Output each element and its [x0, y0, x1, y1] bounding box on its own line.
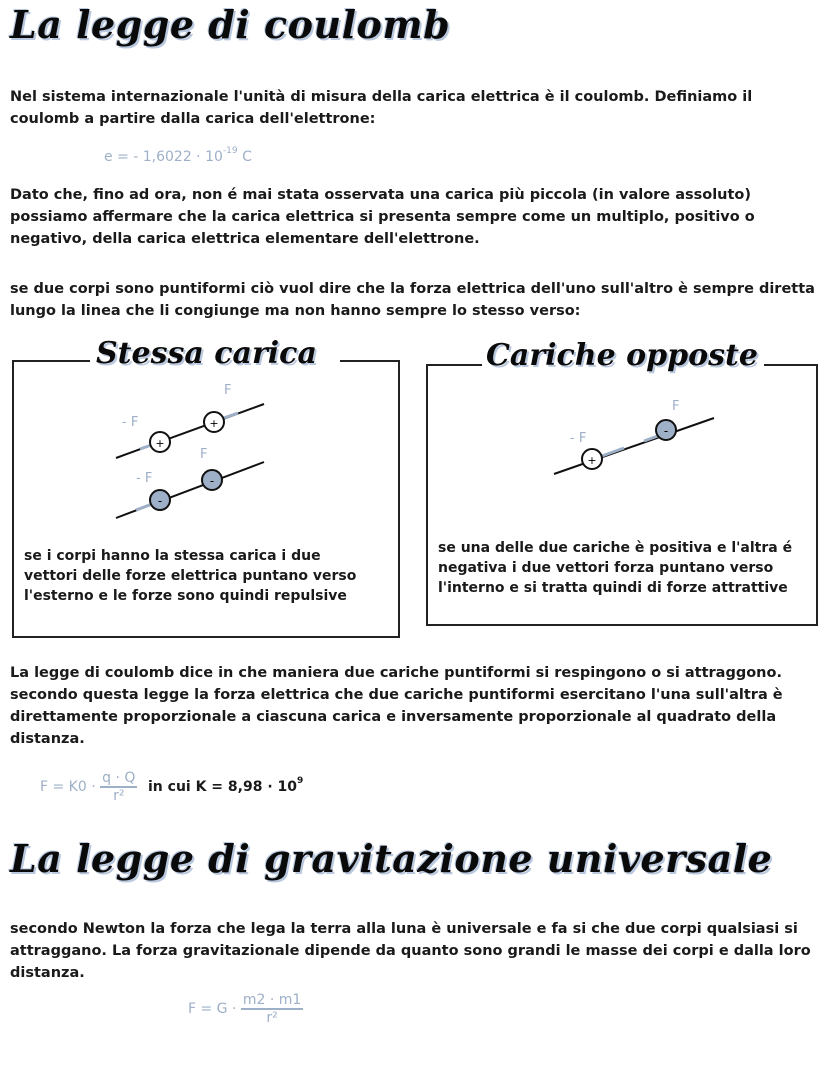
coulomb-formula-numerator: q · Q — [102, 770, 136, 786]
electron-charge-exponent: -19 — [222, 146, 238, 156]
k-constant-text: in cui K = 8,98 · 10 — [148, 779, 297, 795]
coulomb-intro: Nel sistema internazionale l'unità di misura della carica elettrica è il coulomb. Definiamo il coulomb a partire dalla carica dell'elettrone: — [10, 89, 753, 127]
gravitation-formula-fraction — [241, 992, 303, 1026]
charge-positive-2-sign: + — [209, 417, 219, 430]
gravitation-title: La legge di gravitazione universale — [10, 836, 773, 881]
line-opposite — [554, 418, 714, 474]
point-charges-paragraph: se due corpi sono puntiformi ciò vuol dire che la forza elettrica dell'uno sull'altro è sempre diretta lungo la linea che li congiunge ma non hanno sempre lo stesso verso: — [10, 281, 815, 319]
opposite-charge-rule-left — [426, 364, 482, 366]
coulomb-title: La legge di coulomb — [10, 2, 451, 47]
coulomb-formula-fraction — [100, 770, 137, 804]
opposite-charge-text: se una delle due cariche è positiva e l'altra é negativa i due vettori forza puntano verso l'interno e si tratta quindi di forze attrattive — [438, 540, 793, 596]
charge-negative-opposite-sign: - — [663, 424, 669, 438]
coulomb-formula-left: F = K0 · — [40, 779, 96, 795]
charge-negative-1-sign: - — [157, 494, 163, 508]
opposite-charge-rule-right — [764, 364, 818, 366]
charge-positive-1-sign: + — [155, 437, 165, 450]
same-charge-rule-right — [340, 360, 400, 362]
coulomb-formula-denominator: r² — [113, 788, 125, 804]
k-constant — [148, 776, 303, 795]
coulomb-formula — [40, 770, 137, 804]
electron-charge-unit: C — [242, 149, 252, 165]
gravitation-formula-denominator: r² — [266, 1010, 278, 1026]
force-label-opposite-right: F — [672, 399, 680, 414]
force-label-bottom-right: F — [200, 447, 208, 462]
k-constant-exponent: 9 — [297, 776, 304, 786]
gravitation-paragraph: secondo Newton la forza che lega la terra alla luna è universale e fa si che due corpi qualsiasi si attraggano. La forza gravitazionale dipende da quanto sono grandi le masse dei corpi e dalla loro distanza. — [10, 921, 811, 981]
gravitation-formula-numerator: m2 · m1 — [242, 992, 302, 1008]
charge-positive-opposite-sign: + — [587, 454, 597, 467]
line-top — [116, 404, 264, 458]
opposite-charge-title: Cariche opposte — [486, 338, 758, 373]
gravitation-formula-left: F = G · — [188, 1001, 237, 1017]
same-charge-title: Stessa carica — [96, 336, 317, 371]
coulomb-law-paragraph: La legge di coulomb dice in che maniera due cariche puntiformi si respingono o si attraggono. secondo questa legge la forza elettrica che due cariche puntiformi esercitano l'una sull'altra è direttamente proporzionale a ciascuna carica e inversamente proporzionale al quadrato della distanza. — [10, 665, 783, 747]
gravitation-formula — [188, 992, 303, 1026]
force-label-top-left: - F — [122, 415, 139, 430]
charge-negative-2-sign: - — [209, 474, 215, 488]
same-charge-rule-left — [12, 360, 90, 362]
vector-opposite-left — [602, 448, 624, 456]
force-label-bottom-left: - F — [136, 471, 153, 486]
multiple-paragraph: Dato che, fino ad ora, non é mai stata osservata una carica più piccola (in valore assoluto) possiamo affermare che la carica elettrica si presenta sempre come un multiplo, positivo o negativo, della carica elettrica elementare dell'elettrone. — [10, 187, 755, 247]
same-charge-diagram — [100, 376, 280, 526]
force-label-opposite-left: - F — [570, 431, 587, 446]
electron-charge-formula — [104, 146, 252, 165]
opposite-charge-diagram — [548, 390, 718, 490]
force-label-top-right: F — [224, 383, 232, 398]
same-charge-text: se i corpi hanno la stessa carica i due vettori delle forze elettrica puntano verso l'esterno e le forze sono quindi repulsive — [24, 548, 357, 604]
electron-charge: e = - 1,6022 · 10 — [104, 149, 223, 165]
